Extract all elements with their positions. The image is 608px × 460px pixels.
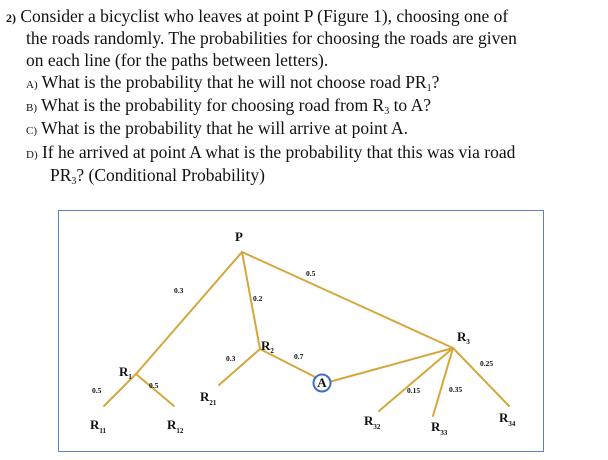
part-a: A) What is the probability that he will not choose road $PR_1$? <box>26 72 440 94</box>
intro-line-3: on each line (for the paths between letters). <box>26 50 329 70</box>
intro-line-2: the roads randomly. The probabilities for choosing the roads are given <box>26 28 517 48</box>
node-a: A <box>317 375 327 390</box>
part-c: C) What is the probability that he will arrive at point A. <box>26 118 408 138</box>
road-r2-a <box>260 349 317 378</box>
road-r3-r33 <box>433 348 453 416</box>
prob-p-r3: 0.5 <box>306 269 316 278</box>
prob-r2-a: 0.7 <box>294 352 304 361</box>
road-p-r3 <box>242 252 453 348</box>
intro-line-1: 2) Consider a bicyclist who leaves at point P (Figure 1), choosing one of <box>6 6 509 26</box>
question-number: 2) <box>6 11 16 25</box>
node-r2: $R_2$ <box>261 338 274 355</box>
prob-r3-r34: 0.25 <box>480 359 494 368</box>
part-b: B) What is the probability for choosing road from $R_3$ to A? <box>26 95 431 117</box>
prob-p-r2: 0.2 <box>253 294 263 303</box>
road-network-diagram <box>59 211 545 453</box>
node-r12: $R_{12}$ <box>167 417 184 435</box>
prob-r3-r32: 0.15 <box>407 386 421 395</box>
prob-r1-r11: 0.5 <box>92 386 102 395</box>
node-p: P <box>235 229 243 244</box>
node-r1: $R_1$ <box>119 364 132 381</box>
node-r32: $R_{32}$ <box>364 413 381 431</box>
prob-p-r1: 0.3 <box>174 286 184 295</box>
node-r3: $R_3$ <box>457 329 470 346</box>
part-d-line-2: $PR_3$? (Conditional Probability) <box>50 165 265 187</box>
road-r1-r12 <box>136 374 174 406</box>
prob-r2-r21: 0.3 <box>226 354 236 363</box>
node-r33: $R_{33}$ <box>431 419 448 437</box>
road-network-figure <box>58 210 544 452</box>
road-r3-r34 <box>453 348 509 406</box>
prob-r1-r12: 0.5 <box>149 381 159 390</box>
node-r34: $R_{34}$ <box>499 410 516 428</box>
node-r11: $R_{11}$ <box>90 417 107 435</box>
part-d: D) If he arrived at point A what is the probability that this was via road <box>26 142 516 162</box>
prob-r3-r33: 0.35 <box>449 385 463 394</box>
node-r21: $R_{21}$ <box>200 389 217 407</box>
